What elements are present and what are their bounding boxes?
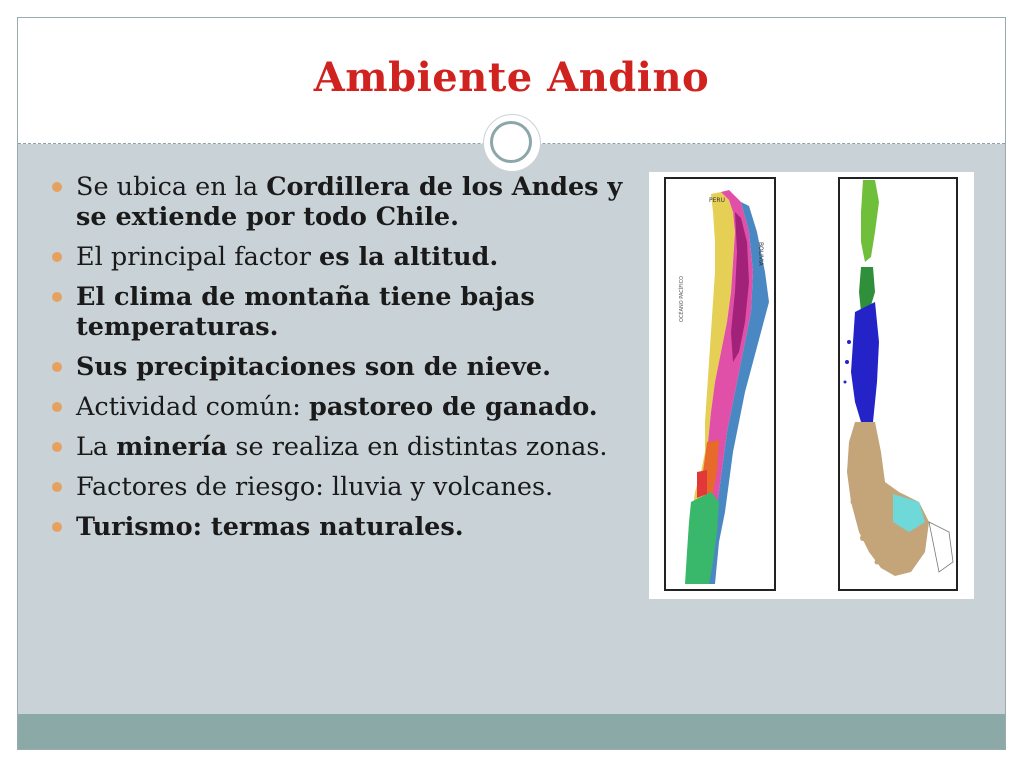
- bullet-dot-icon: [52, 362, 62, 372]
- bullet-text: pastoreo de ganado.: [308, 392, 598, 422]
- bullet-dot-icon: [52, 442, 62, 452]
- bullet-text: es la altitud.: [319, 242, 499, 272]
- bullet-item: [46, 432, 646, 462]
- bullet-text: Sus precipitaciones son de nieve.: [76, 352, 552, 382]
- footer-bar: [18, 714, 1005, 749]
- decorative-ring-icon: [483, 114, 541, 172]
- bullet-dot-icon: [52, 252, 62, 262]
- zone-red: [697, 470, 707, 498]
- bullet-dot-icon: [52, 292, 62, 302]
- bullet-text: se realiza en distintas zonas.: [227, 432, 608, 462]
- bullet-text: Actividad común:: [76, 392, 309, 422]
- bullet-item: [46, 392, 646, 422]
- bullet-text: Factores de riesgo: lluvia y volcanes.: [76, 472, 554, 502]
- chile-maps-figure: [649, 172, 974, 599]
- label-peru: PERU: [709, 197, 725, 204]
- bullet-text: El clima de montaña tiene bajas temperaturas.: [76, 282, 535, 342]
- bullet-text: minería: [116, 432, 228, 462]
- bullet-item: [46, 512, 646, 542]
- bullet-text: El principal factor: [76, 242, 320, 272]
- bullet-text: Se ubica en la: [76, 172, 267, 202]
- bullet-dot-icon: [52, 402, 62, 412]
- bullet-item: [46, 282, 646, 342]
- bullet-list: [46, 172, 646, 552]
- bullet-text: La: [76, 432, 117, 462]
- bullet-dot-icon: [52, 482, 62, 492]
- bullet-text: Turismo: termas naturales.: [76, 512, 464, 542]
- label-ocean: OCÉANO PACÍFICO: [679, 275, 685, 322]
- bullet-dot-icon: [52, 182, 62, 192]
- slide: [17, 17, 1006, 750]
- label-bolivia: BOLIVIA: [757, 242, 764, 266]
- bullet-item: [46, 352, 646, 382]
- bullet-item: [46, 242, 646, 272]
- bullet-item: [46, 472, 646, 502]
- bullet-dot-icon: [52, 522, 62, 532]
- chile-maps-svg: [649, 172, 974, 599]
- bullet-item: [46, 172, 646, 232]
- slide-title: Ambiente Andino: [313, 54, 710, 101]
- bullet-text: Cordillera de los Andes y se extiende por todo Chile.: [76, 172, 623, 232]
